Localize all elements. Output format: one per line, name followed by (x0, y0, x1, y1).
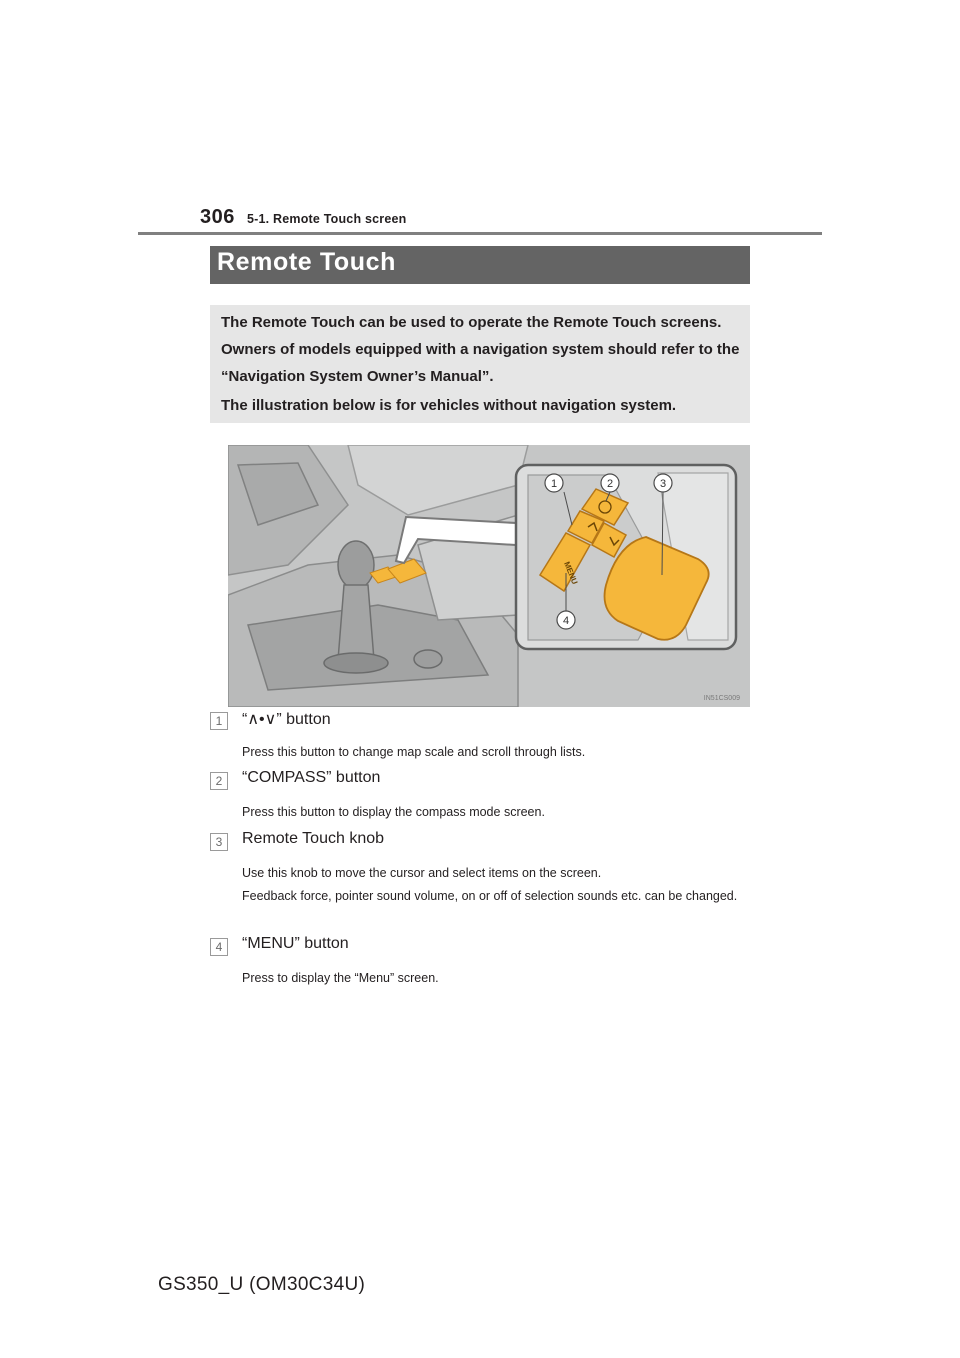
image-code: IN51CS009 (703, 695, 740, 702)
item-description (242, 801, 772, 824)
item-number: 3 (210, 833, 228, 851)
header-rule (138, 232, 822, 235)
remote-touch-illustration (228, 445, 750, 707)
intro-box (210, 305, 750, 423)
callout-1: 1 (550, 478, 558, 490)
item-title: “MENU” button (242, 935, 349, 952)
callout-4: 4 (562, 615, 570, 627)
menu-button-label: MENU (562, 560, 580, 586)
page-header (200, 206, 822, 232)
item-description-line: Feedback force, pointer sound volume, on or off of selection sounds etc. can be changed. (242, 889, 738, 903)
intro-paragraph-2: The illustration below is for vehicles without navigation system. (221, 397, 677, 414)
item-description (242, 967, 772, 990)
item-description-line: Press to display the “Menu” screen. (242, 971, 439, 985)
callout-2: 2 (606, 478, 614, 490)
item-title: Remote Touch knob (242, 830, 385, 847)
item-description-line: Use this knob to move the cursor and select items on the screen. (242, 866, 602, 880)
item-number: 2 (210, 772, 228, 790)
item-description-line: Press this button to change map scale and scroll through lists. (242, 745, 586, 759)
item-number: 4 (210, 938, 228, 956)
section-label: 5-1. Remote Touch screen (247, 212, 407, 226)
footer-model-code: GS350_U (OM30C34U) (158, 1274, 366, 1295)
page-number: 306 (200, 206, 235, 228)
item-title: “COMPASS” button (242, 769, 381, 786)
item-description-line: Press this button to display the compass mode screen. (242, 805, 545, 819)
page-title: Remote Touch (217, 248, 396, 276)
item-number: 1 (210, 712, 228, 730)
intro-paragraph-1: The Remote Touch can be used to operate the Remote Touch screens. Owners of models equipped with a navigation system should refer to the “Navigation System Owner’s Manual”. (221, 314, 740, 385)
item-description (242, 741, 772, 764)
item-description (242, 862, 772, 908)
item-title: “∧•∨” button (242, 711, 331, 728)
callout-3: 3 (659, 478, 667, 490)
title-bar (210, 246, 750, 284)
